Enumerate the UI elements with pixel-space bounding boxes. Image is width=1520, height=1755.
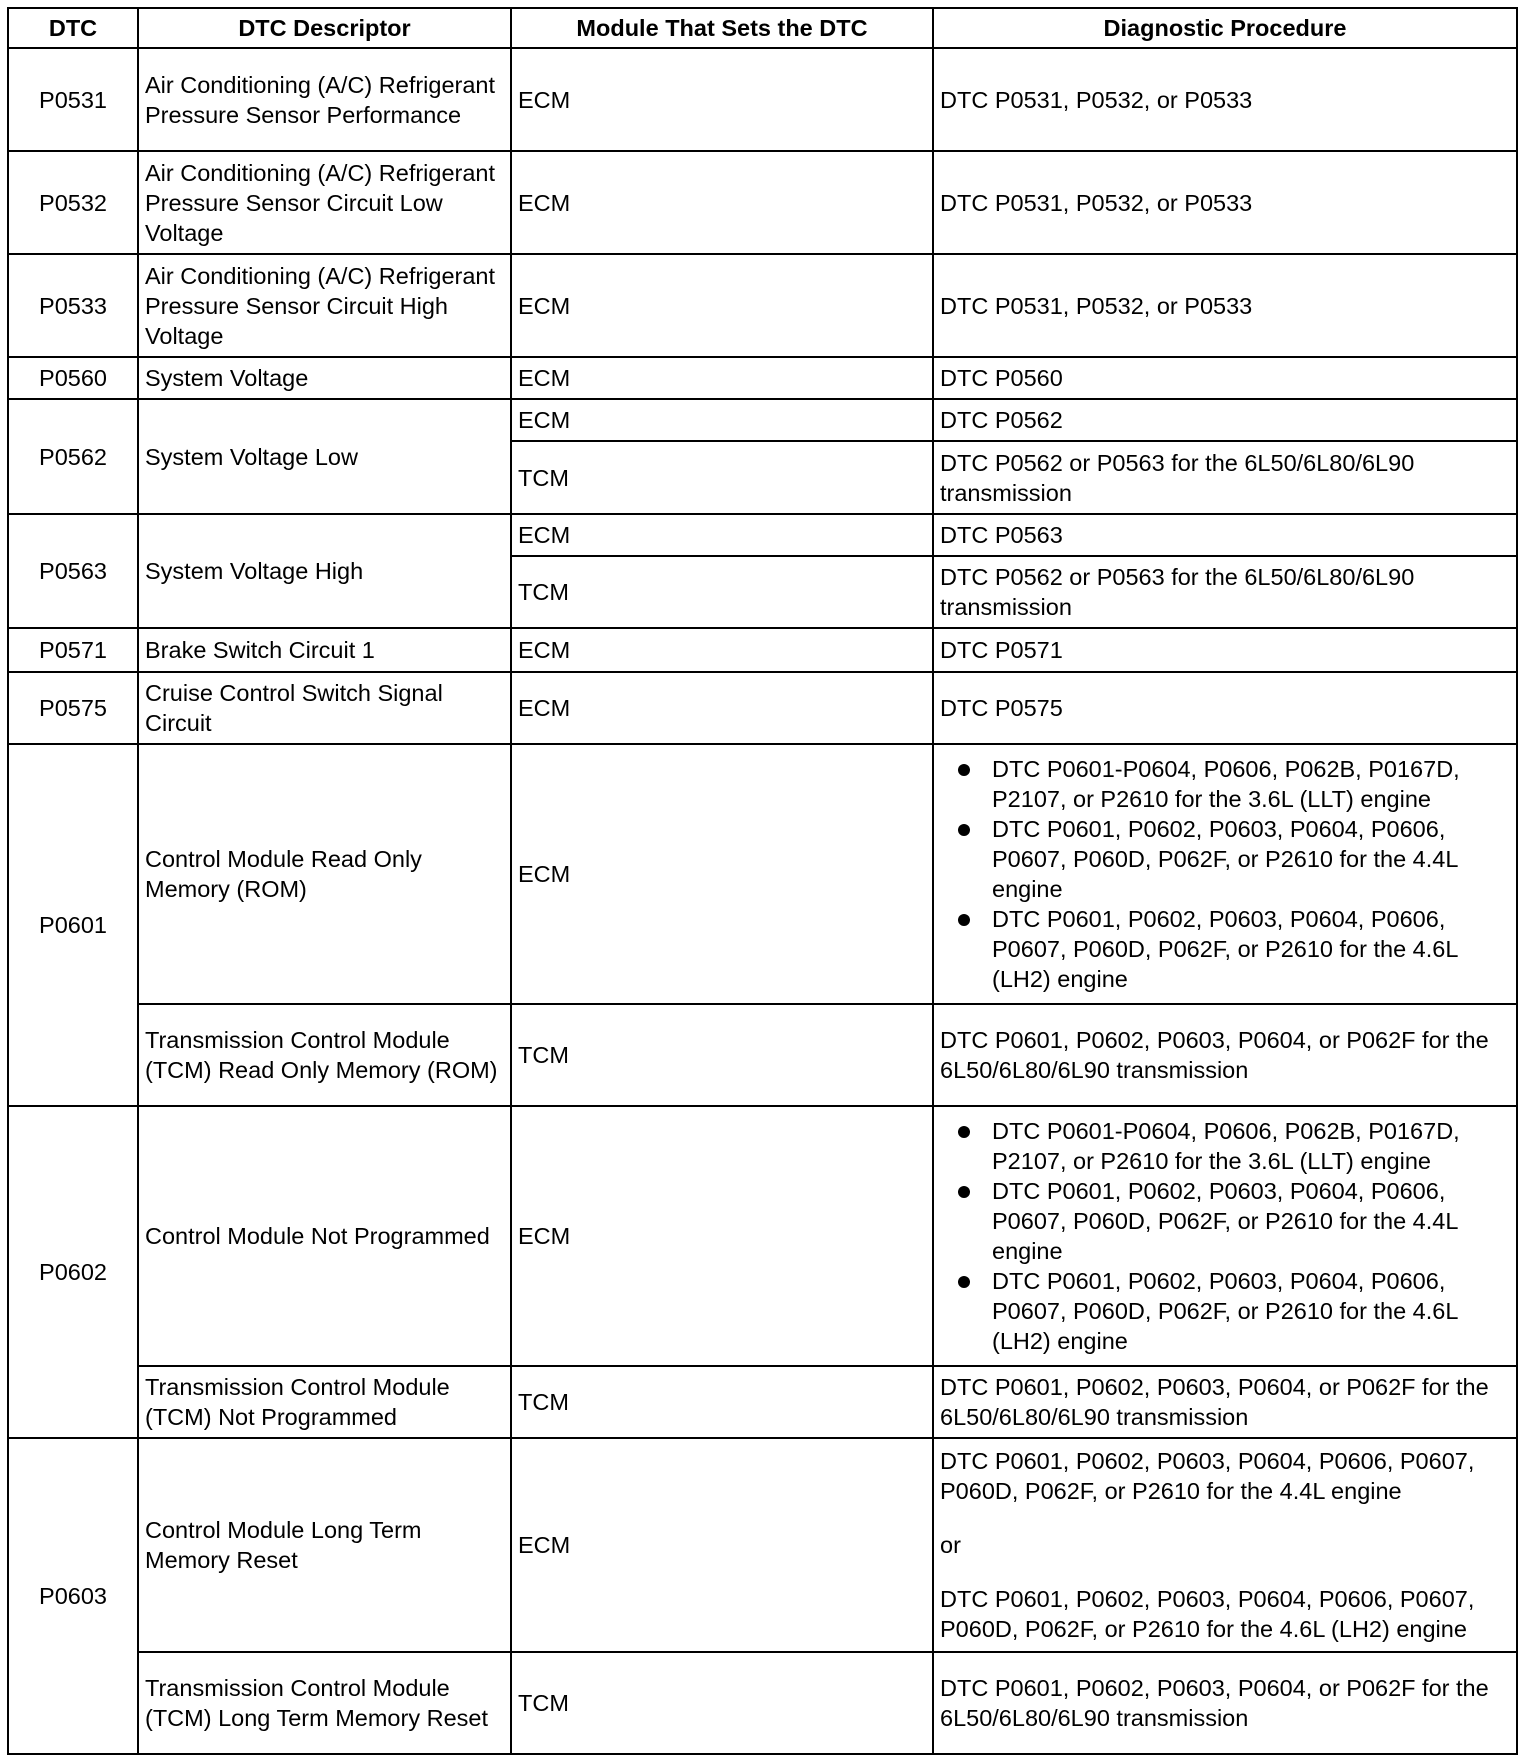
dtc-module: TCM xyxy=(511,1652,933,1754)
dtc-procedure: DTC P0531, P0532, or P0533 xyxy=(933,254,1517,357)
dtc-procedure xyxy=(933,1438,1517,1652)
dtc-module: TCM xyxy=(511,1004,933,1106)
dtc-procedure: DTC P0531, P0532, or P0533 xyxy=(933,48,1517,151)
dtc-module: ECM xyxy=(511,48,933,151)
dtc-code: P0563 xyxy=(8,514,138,628)
list-item: DTC P0601-P0604, P0606, P062B, P0167D, P2107, or P2610 for the 3.6L (LLT) engine xyxy=(992,754,1510,814)
table-row xyxy=(8,1438,1517,1652)
table-row xyxy=(8,1652,1517,1754)
table-row xyxy=(8,254,1517,357)
dtc-module: TCM xyxy=(511,1366,933,1438)
table-row xyxy=(8,48,1517,151)
dtc-descriptor: Brake Switch Circuit 1 xyxy=(138,628,511,672)
dtc-module: ECM xyxy=(511,399,933,441)
header-procedure: Diagnostic Procedure xyxy=(933,8,1517,48)
dtc-procedure: DTC P0562 xyxy=(933,399,1517,441)
list-item: DTC P0601, P0602, P0603, P0604, P0606, P0607, P060D, P062F, or P2610 for the 4.6L (LH2) engine xyxy=(992,1266,1510,1356)
dtc-table xyxy=(7,7,1518,1755)
procedure-list xyxy=(940,754,1510,994)
dtc-module: ECM xyxy=(511,357,933,399)
dtc-module: ECM xyxy=(511,628,933,672)
dtc-module: TCM xyxy=(511,441,933,514)
header-row xyxy=(8,8,1517,48)
list-item: DTC P0601-P0604, P0606, P062B, P0167D, P2107, or P2610 for the 3.6L (LLT) engine xyxy=(992,1116,1510,1176)
procedure-list xyxy=(940,1116,1510,1356)
dtc-module: ECM xyxy=(511,1106,933,1366)
dtc-descriptor: Air Conditioning (A/C) Refrigerant Pressure Sensor Circuit Low Voltage xyxy=(138,151,511,254)
dtc-descriptor: System Voltage Low xyxy=(138,399,511,514)
dtc-module: ECM xyxy=(511,1438,933,1652)
dtc-descriptor: System Voltage xyxy=(138,357,511,399)
dtc-descriptor: Air Conditioning (A/C) Refrigerant Pressure Sensor Circuit High Voltage xyxy=(138,254,511,357)
dtc-descriptor: Control Module Not Programmed xyxy=(138,1106,511,1366)
dtc-descriptor: Air Conditioning (A/C) Refrigerant Pressure Sensor Performance xyxy=(138,48,511,151)
dtc-code: P0532 xyxy=(8,151,138,254)
dtc-procedure: DTC P0562 or P0563 for the 6L50/6L80/6L90 transmission xyxy=(933,441,1517,514)
dtc-module: TCM xyxy=(511,556,933,628)
table-row xyxy=(8,1004,1517,1106)
dtc-module: ECM xyxy=(511,514,933,556)
dtc-procedure: DTC P0601, P0602, P0603, P0604, or P062F for the 6L50/6L80/6L90 transmission xyxy=(933,1652,1517,1754)
table-row xyxy=(8,1106,1517,1366)
dtc-module: ECM xyxy=(511,672,933,744)
dtc-code: P0603 xyxy=(8,1438,138,1754)
table-row xyxy=(8,628,1517,672)
dtc-descriptor: Control Module Long Term Memory Reset xyxy=(138,1438,511,1652)
table-row xyxy=(8,399,1517,441)
procedure-paragraph: or xyxy=(940,1532,961,1558)
table-row xyxy=(8,151,1517,254)
dtc-procedure: DTC P0601, P0602, P0603, P0604, or P062F for the 6L50/6L80/6L90 transmission xyxy=(933,1366,1517,1438)
table-row xyxy=(8,1366,1517,1438)
dtc-code: P0531 xyxy=(8,48,138,151)
dtc-descriptor: Control Module Read Only Memory (ROM) xyxy=(138,744,511,1004)
procedure-paragraph: DTC P0601, P0602, P0603, P0604, P0606, P0607, P060D, P062F, or P2610 for the 4.4L engine xyxy=(940,1448,1475,1504)
dtc-code: P0571 xyxy=(8,628,138,672)
table-row xyxy=(8,672,1517,744)
dtc-code: P0602 xyxy=(8,1106,138,1438)
table-row xyxy=(8,514,1517,556)
dtc-module: ECM xyxy=(511,254,933,357)
dtc-procedure xyxy=(933,744,1517,1004)
header-module: Module That Sets the DTC xyxy=(511,8,933,48)
list-item: DTC P0601, P0602, P0603, P0604, P0606, P0607, P060D, P062F, or P2610 for the 4.4L engine xyxy=(992,814,1510,904)
dtc-procedure xyxy=(933,1106,1517,1366)
dtc-procedure: DTC P0562 or P0563 for the 6L50/6L80/6L90 transmission xyxy=(933,556,1517,628)
dtc-procedure: DTC P0571 xyxy=(933,628,1517,672)
dtc-descriptor: Cruise Control Switch Signal Circuit xyxy=(138,672,511,744)
dtc-descriptor: Transmission Control Module (TCM) Read Only Memory (ROM) xyxy=(138,1004,511,1106)
table-row xyxy=(8,744,1517,1004)
dtc-code: P0533 xyxy=(8,254,138,357)
dtc-procedure: DTC P0601, P0602, P0603, P0604, or P062F for the 6L50/6L80/6L90 transmission xyxy=(933,1004,1517,1106)
dtc-descriptor: System Voltage High xyxy=(138,514,511,628)
dtc-module: ECM xyxy=(511,151,933,254)
dtc-code: P0562 xyxy=(8,399,138,514)
dtc-code: P0601 xyxy=(8,744,138,1106)
dtc-code: P0560 xyxy=(8,357,138,399)
list-item: DTC P0601, P0602, P0603, P0604, P0606, P0607, P060D, P062F, or P2610 for the 4.4L engine xyxy=(992,1176,1510,1266)
dtc-procedure: DTC P0560 xyxy=(933,357,1517,399)
header-dtc: DTC xyxy=(8,8,138,48)
dtc-module: ECM xyxy=(511,744,933,1004)
dtc-procedure: DTC P0575 xyxy=(933,672,1517,744)
header-descriptor: DTC Descriptor xyxy=(138,8,511,48)
dtc-procedure: DTC P0563 xyxy=(933,514,1517,556)
list-item: DTC P0601, P0602, P0603, P0604, P0606, P0607, P060D, P062F, or P2610 for the 4.6L (LH2) engine xyxy=(992,904,1510,994)
table-row xyxy=(8,357,1517,399)
procedure-paragraph: DTC P0601, P0602, P0603, P0604, P0606, P0607, P060D, P062F, or P2610 for the 4.6L (LH2) engine xyxy=(940,1586,1475,1642)
dtc-descriptor: Transmission Control Module (TCM) Long Term Memory Reset xyxy=(138,1652,511,1754)
dtc-descriptor: Transmission Control Module (TCM) Not Programmed xyxy=(138,1366,511,1438)
dtc-code: P0575 xyxy=(8,672,138,744)
dtc-procedure: DTC P0531, P0532, or P0533 xyxy=(933,151,1517,254)
